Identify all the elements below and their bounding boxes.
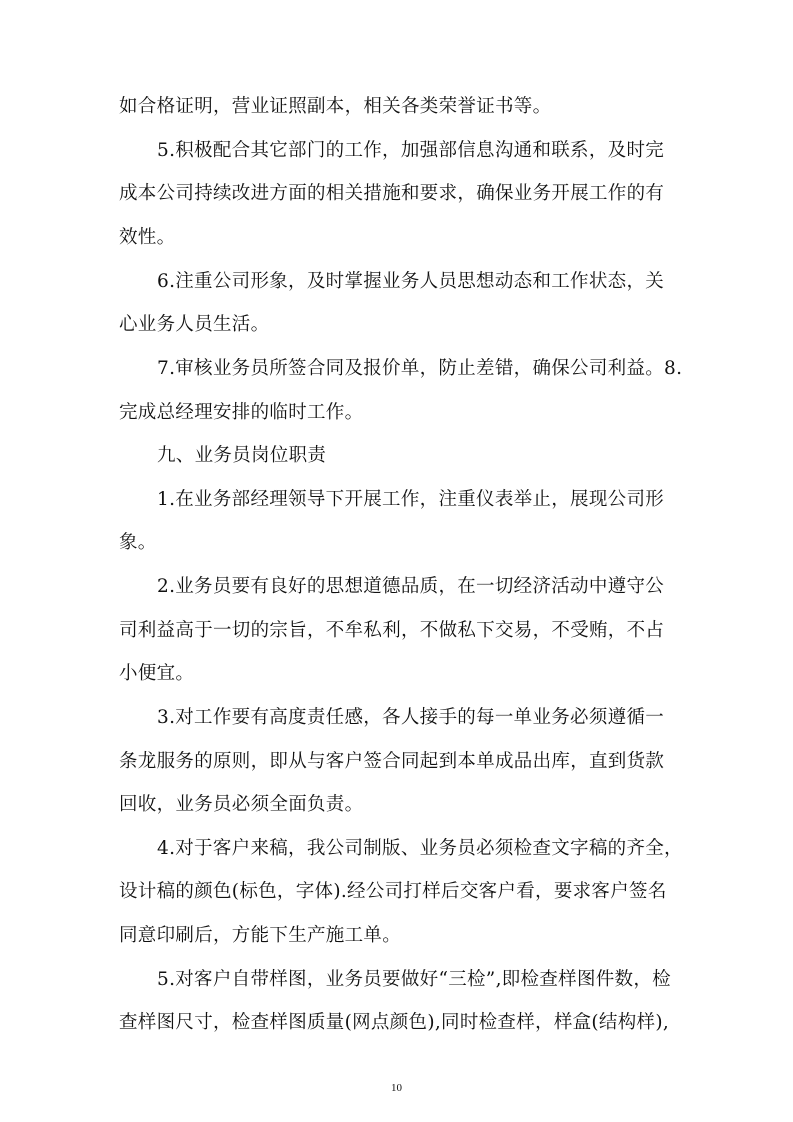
text-line: 象。 <box>119 532 157 553</box>
text-line: 3.对工作要有高度责任感，各人接手的每一单业务必须遵循一 <box>157 707 665 728</box>
text-line: 1.在业务部经理领导下开展工作，注重仪表举止，展现公司形 <box>157 489 665 510</box>
text-line: 条龙服务的原则，即从与客户签合同起到本单成品出库，直到货款 <box>119 751 665 772</box>
text-line: 4.对于客户来稿，我公司制版、业务员必须检查文字稿的齐全， <box>157 838 683 859</box>
text-line: 同意印刷后，方能下生产施工单。 <box>119 925 402 946</box>
text-line: 设计稿的颜色(标色，字体).经公司打样后交客户看，要求客户签名 <box>119 881 667 902</box>
text-line: 7.审核业务员所签合同及报价单，防止差错，确保公司利益。8. <box>157 358 683 379</box>
text-line: 如合格证明，营业证照副本，相关各类荣誉证书等。 <box>119 96 552 117</box>
text-line: 5.积极配合其它部门的工作，加强部信息沟通和联系，及时完 <box>157 140 665 161</box>
text-line: 5.对客户自带样图，业务员要做好“三检”,即检查样图件数，检 <box>157 969 671 990</box>
text-line: 心业务人员生活。 <box>119 314 270 335</box>
text-line: 回收，业务员必须全面负责。 <box>119 794 364 815</box>
text-line: 成本公司持续改进方面的相关措施和要求，确保业务开展工作的有 <box>119 183 665 204</box>
text-line: 小便宜。 <box>119 663 195 684</box>
page-number: 10 <box>391 1082 402 1094</box>
text-line: 司利益高于一切的宗旨，不牟私利，不做私下交易，不受贿，不占 <box>119 620 665 641</box>
text-line: 效性。 <box>119 227 176 248</box>
text-line: 6.注重公司形象，及时掌握业务人员思想动态和工作状态，关 <box>157 271 665 292</box>
section-heading: 九、业务员岗位职责 <box>157 445 327 466</box>
text-line: 查样图尺寸，检查样图质量(网点颜色),同时检查样，样盒(结构样), <box>119 1012 670 1033</box>
text-line: 2.业务员要有良好的思想道德品质，在一切经济活动中遵守公 <box>157 576 665 597</box>
text-line: 完成总经理安排的临时工作。 <box>119 402 364 423</box>
